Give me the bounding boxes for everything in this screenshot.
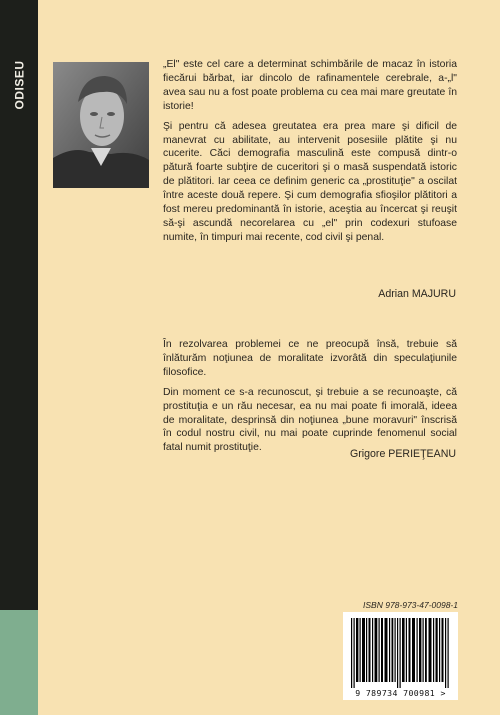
second-quote	[163, 338, 457, 461]
quote-paragraph: „El" este cel care a determinat schimbările de macaz în istoria fiecărui bărbat, iar dincolo de rafinamentele cerebrale, a-„l" avea sau nu a fost poate problema cu cea mai mare greutate în istorie!	[163, 59, 457, 112]
first-quote-author: Adrian MAJURU	[378, 288, 456, 300]
publisher-name: ODISEU	[12, 60, 27, 110]
isbn-number: ISBN 978-973-47-0098-1	[363, 600, 458, 610]
second-quote-author: Grigore PERIEŢEANU	[350, 448, 456, 460]
quote-paragraph: Din moment ce s-a recunoscut, şi trebuie a se recunoaşte, că prostituţia e un rău necesar, ea nu mai poate fi imorală, ideea de moralitate, desprinsă din noţiunea „bune moravuri" înscrisă în codul nostru civil, nu mai poate cuprinde fenomenul social fatal numit prostituţie.	[163, 386, 457, 454]
barcode-bars	[343, 612, 458, 688]
quote-paragraph: Şi pentru că adesea greutatea era prea mare şi dificil de manevrat cu abilitate, au intervenit posesiile plătite şi nu cucerite. Căci demografia masculină este compusă dintr-o pătură foarte subţire de cuceritori şi o masă suspendată istoric de plătitori. Iar ceea ce definim generic ca „prostituţie" a oscilat între aceste două repere. Şi cum demografia sfioşilor plătitori a fost mereu predominantă în istorie, aceştia au încercat şi reuşit să-şi ascundă necorelarea cu „el" prin codexuri stufoase numite, în timpuri mai recente, cod civil şi penal.	[163, 120, 457, 243]
spine-accent-band	[0, 610, 38, 715]
barcode	[343, 612, 458, 700]
quote-paragraph: În rezolvarea problemei ce ne preocupă însă, trebuie să înlăturăm noţiunea de moralitate izvorâtă din speculaţiunile filosofice.	[163, 339, 457, 378]
first-quote	[163, 58, 457, 251]
author-portrait-image	[53, 62, 149, 188]
author-photo	[53, 62, 149, 188]
publisher-spine-label	[3, 60, 35, 110]
barcode-digits: 9 789734 700981 >	[355, 688, 446, 698]
